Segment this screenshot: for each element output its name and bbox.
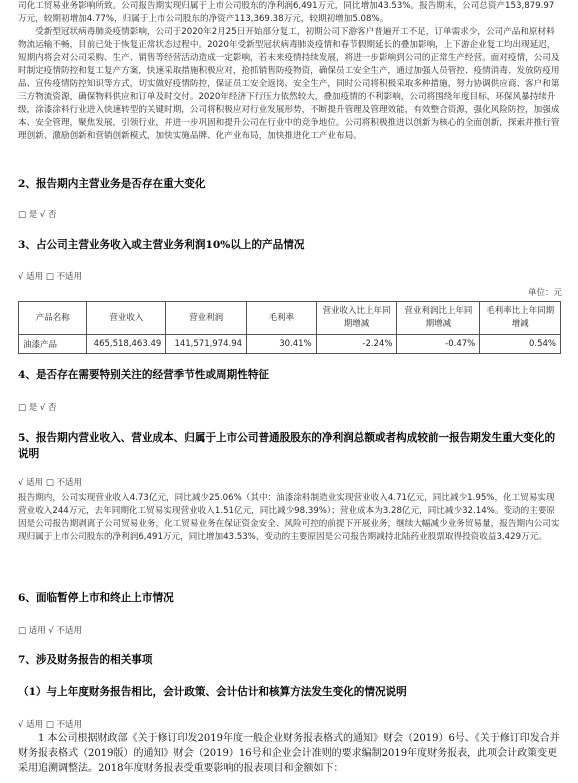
section-2-choice: □ 是 √ 否 — [18, 210, 57, 220]
table-header-cell: 毛利率 — [247, 302, 317, 335]
table-cell: 油漆产品 — [19, 335, 87, 354]
section-4-heading: 4、是否存在需要特别关注的经营季节性或周期性特征 — [18, 369, 270, 381]
table-header-cell: 营业利润 — [166, 302, 247, 335]
table-cell: -0.47% — [397, 335, 480, 354]
table-cell: 30.41% — [247, 335, 317, 354]
product-table — [18, 301, 561, 354]
table-header-cell: 产品名称 — [19, 302, 87, 335]
table-header-cell: 营业利润比上年同期增减 — [397, 302, 480, 335]
section-7-1-heading: （1）与上年度财务报告相比，会计政策、会计估计和核算方法发生变化的情况说明 — [18, 686, 407, 698]
section-3-heading: 3、占公司主营业务收入或主营业务利润10%以上的产品情况 — [18, 239, 305, 251]
table-header-cell: 营业收入比上年同期增减 — [316, 302, 397, 335]
table-cell: 0.54% — [480, 335, 561, 354]
section-7-choice: √ 适用 □ 不适用 — [18, 720, 83, 730]
section-5-choice: √ 适用 □ 不适用 — [18, 478, 83, 488]
section-2-heading: 2、报告期内主营业务是否存在重大变化 — [18, 178, 206, 190]
section-7-heading: 7、涉及财务报告的相关事项 — [18, 654, 153, 666]
table-cell: 465,518,463.49 — [87, 335, 166, 354]
unit-label: 单位：元 — [527, 288, 562, 298]
table-cell: -2.24% — [316, 335, 397, 354]
section-6-heading: 6、面临暂停上市和终止上市情况 — [18, 592, 174, 604]
section-4-choice: □ 是 √ 否 — [18, 403, 57, 413]
section-3-choice: √ 适用 □ 不适用 — [18, 272, 83, 282]
table-row — [19, 335, 561, 354]
section-5-paragraph: 报告期内，公司实现营业收入4.73亿元，同比减少25.06%（其中：油漆涂料制造业实现营业收入4.71亿元，同比减少1.95%，化工贸易实现营业收入244万元，去年同期化工贸易实现营业收入1.51亿元，同比减少98.39%）；营业成本为3.28亿元，同比减少32.14%。变动的主要原因是公司报告期剥离子公司贸易业务，化工贸易业务在保证资金安全、风险可控的前提下开展业务，继续大幅减少业务贸易量，报告期内公司实现归属于上市公司股东的净利润6,491万元，同比增加43.53%，变动的主要原因是公司报告期减持北陆药业股票取得投资收益3,429万元。 — [18, 493, 560, 542]
table-cell: 141,571,974.94 — [166, 335, 247, 354]
section-6-choice: □ 适用 √ 不适用 — [18, 626, 83, 636]
table-header-row — [19, 302, 561, 335]
table-header-cell: 营业收入 — [87, 302, 166, 335]
section-5-heading: 5、报告期内营业收入、营业成本、归属于上市公司普通股股东的净利润总额或者构成较前一报告期发生重大变化的说明 — [18, 432, 556, 460]
intro-paragraph: 司化工贸易业务影响所致。公司报告期实现归属于上市公司股东的净利润6,491万元，同比增加43.53%。报告期末，公司总资产153,879.97万元，较期初增加4.77%，归属于上市公司股东的净资产113,369.38万元，较期初增加5.08%。 受新型冠状病毒肺炎疫情影响，公司于2020年2月25日开始部分复工，初期公司下游客户普遍开工不足，订单需求少，公司产品和原材料物流运输不畅，目前已处于恢复正常状态过程中。2020年受新型冠状病毒肺炎疫情和春节假期延长的叠加影响，上下游企业复工均出现延迟，短期内将会对公司采购、生产、销售等经营活动造成一定影响，若未来疫情持续发展，将进一步影响到公司的正常生产经营。面对疫情，公司及时制定疫情防控和复工复产方案，快速采取措施积极应对，抢抓销售防疫物资，确保员工安全生产，通过加强人员管控、疫情消毒、发放防疫用品、宣传疫情防控知识等方式，切实做好疫情防控，保证员工安全返岗、安全生产，同时公司将积极采取多种措施，努力协调供应商、客户和第三方物流资源，确保物料供应和订单及时交付。2020年经济下行压力依然较大，叠加疫情的不利影响，公司将围绕年度目标，环保风暴持续升级，涂漆涂料行业进入快速转型的关键时期，公司将积极应对行业发展形势，不断提升管理及管理效能，有效整合资源，强化风险防控，加强成本、安全管理，聚焦发展，引领行业，并进一步巩固和提升公司在行业中的竞争地位。公司将积极推进以创新为核心的全面创新，探索并推行管理创新、激励创新和营销创新模式，加快实施品牌、化产业布局，加快推进化工产业布局。 — [18, 1, 560, 141]
section-7-paragraph: 1 本公司根据财政部《关于修订印发2019年度一般企业财务报表格式的通知》财会（2019）6号、《关于修订印发合并财务报表格式（2019版）的通知》财会（2019）16号和企业会计准则的要求编制2019年度财务报表，此项会计政策变更采用追溯调整法。2018年度财务报表受重要影响的报表项目和金额如下： — [18, 733, 560, 774]
table-header-cell: 毛利率比上年同期增减 — [480, 302, 561, 335]
